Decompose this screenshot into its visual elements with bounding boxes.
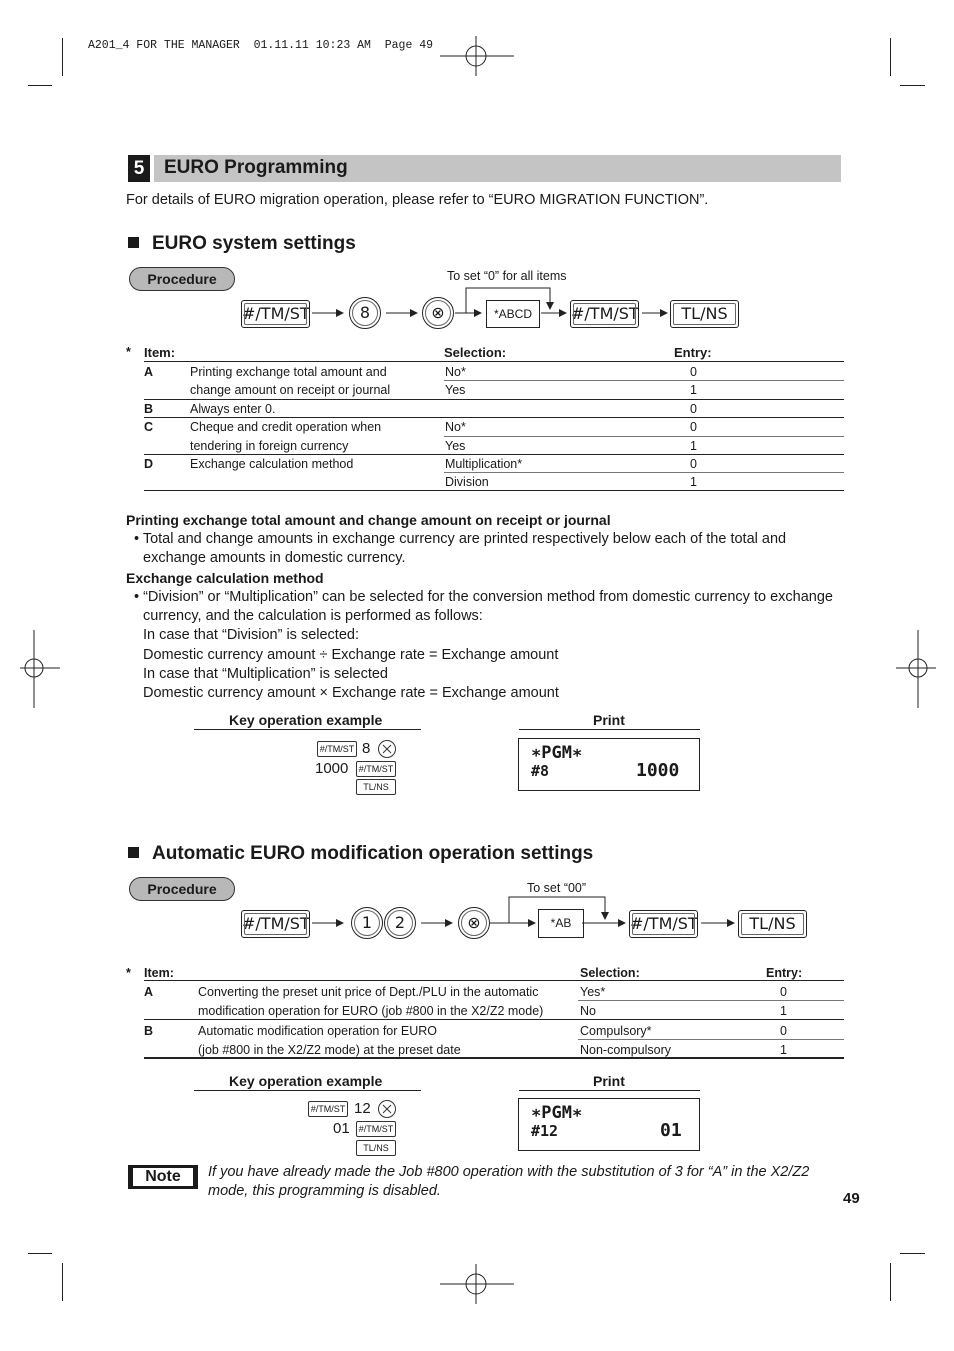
- digit-2-key: 2: [384, 907, 416, 939]
- field-abcd: *ABCD: [486, 300, 540, 328]
- tmst-key-4: #/TM/ST: [629, 910, 698, 938]
- registration-mark-right: [896, 630, 936, 710]
- note-text-line1: If you have already made the Job #800 operation with the substitution of 3 for “A” in the X2/Z2: [208, 1164, 810, 1180]
- section-number: 5: [128, 155, 150, 182]
- note-badge: Note: [128, 1165, 198, 1189]
- multiply-key-icon: ⊗: [458, 907, 490, 939]
- tmst-key-3: #/TM/ST: [241, 910, 310, 938]
- print-label: Print: [593, 712, 625, 728]
- auto-euro-heading: Automatic EURO modification operation settings: [128, 843, 593, 865]
- multiply-key-icon: ⊗: [422, 297, 454, 329]
- tmst-key: #/TM/ST: [241, 300, 310, 328]
- registration-mark-left: [20, 630, 60, 710]
- field-ab: *AB: [538, 909, 584, 938]
- procedure-badge: Procedure: [129, 267, 235, 291]
- section-intro: For details of EURO migration operation, please refer to “EURO MIGRATION FUNCTION”.: [126, 192, 709, 208]
- tlns-key: TL/NS: [670, 300, 739, 328]
- loop-note-2: To set “00”: [527, 881, 587, 895]
- digit-1-key: 1: [351, 907, 383, 939]
- multiply-key-icon: [378, 1100, 396, 1118]
- procedure-badge-2: Procedure: [129, 877, 235, 901]
- digit-8-key: 8: [349, 297, 381, 329]
- tmst-key-2: #/TM/ST: [570, 300, 639, 328]
- print-label-2: Print: [593, 1073, 625, 1089]
- receipt-print-sample-2: ∗PGM∗ #12 01: [518, 1098, 700, 1151]
- multiply-key-icon: [378, 740, 396, 758]
- loop-note: To set “0” for all items: [447, 269, 567, 283]
- registration-mark-bottom: [440, 1264, 514, 1304]
- key-operation-label-2: Key operation example: [229, 1073, 383, 1089]
- receipt-print-sample: ∗PGM∗ #8 1000: [518, 738, 700, 791]
- procedure-flow-arrows: [0, 0, 954, 340]
- note-text-line2: mode, this programming is disabled.: [208, 1183, 441, 1199]
- heading-square-icon: [128, 847, 139, 858]
- print-slug: A201_4 FOR THE MANAGER 01.11.11 10:23 AM Page 49: [88, 39, 434, 52]
- section-title: EURO Programming: [164, 157, 348, 178]
- key-operation-label: Key operation example: [229, 712, 383, 728]
- tlns-key-2: TL/NS: [738, 910, 807, 938]
- page-number: 49: [843, 1190, 860, 1207]
- euro-system-heading: EURO system settings: [128, 233, 356, 255]
